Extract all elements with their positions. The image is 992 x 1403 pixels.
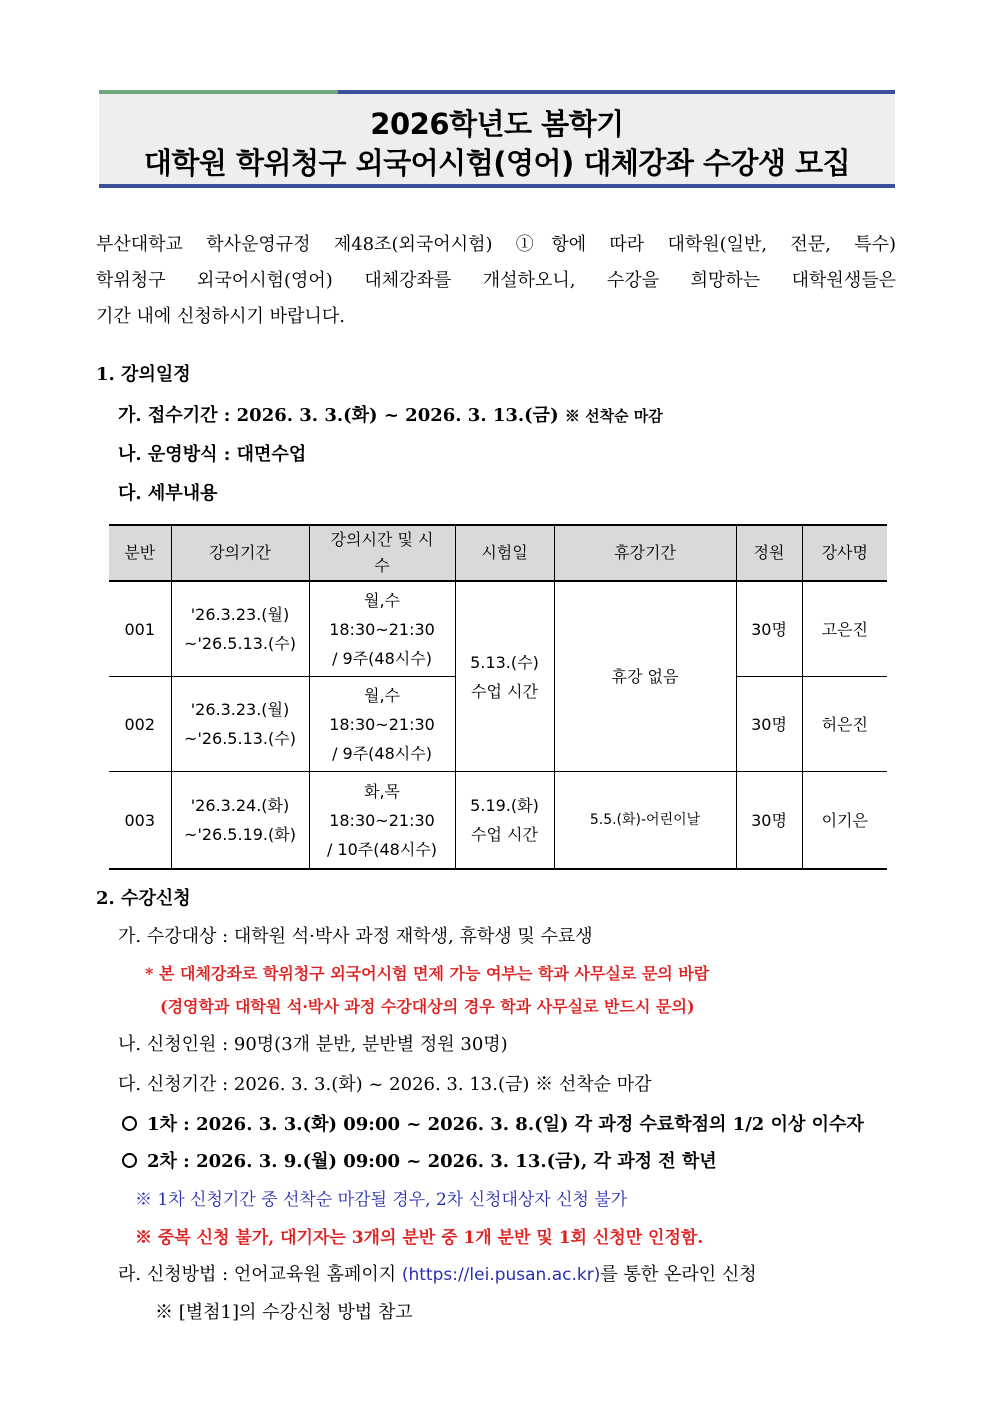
header-capacity: 정원 — [736, 525, 802, 581]
cell-period: '26.3.23.(월) ~'26.5.13.(수) — [171, 581, 309, 677]
cell-capacity: 30명 — [736, 677, 802, 772]
table-header-row — [109, 525, 887, 581]
section1-detail: 다. 세부내용 — [118, 483, 218, 504]
title-bottom-bar — [99, 184, 895, 188]
cell-time: 월,수 18:30~21:30 / 9주(48시수) — [309, 677, 455, 772]
round-2: 2차 : 2026. 3. 9.(월) 09:00 ~ 2026. 3. 13.(금), 각 과정 전 학년 — [122, 1147, 717, 1173]
cell-section: 001 — [109, 581, 171, 677]
cell-exam: 5.13.(수) 수업 시간 — [455, 581, 554, 772]
red-note-1: * 본 대체강좌로 학위청구 외국어시험 면제 가능 여부는 학과 사무실로 문의 바람 — [145, 964, 710, 983]
header-instructor: 강사명 — [802, 525, 887, 581]
cell-instructor: 이기은 — [802, 772, 887, 870]
homepage-link[interactable]: (https://lei.pusan.ac.kr) — [401, 1265, 601, 1285]
section2-method: 라. 신청방법 : 언어교육원 홈페이지 (https://lei.pusan.ac.kr)를 통한 온라인 신청 — [118, 1264, 757, 1285]
section1-period — [118, 401, 663, 427]
cell-capacity: 30명 — [736, 581, 802, 677]
cell-time: 월,수 18:30~21:30 / 9주(48시수) — [309, 581, 455, 677]
cell-capacity: 30명 — [736, 772, 802, 870]
section2-capacity: 나. 신청인원 : 90명(3개 분반, 분반별 정원 30명) — [118, 1034, 508, 1055]
title-line-1: 2026학년도 봄학기 — [370, 107, 624, 141]
cell-period: '26.3.23.(월) ~'26.5.13.(수) — [171, 677, 309, 772]
table-row — [109, 772, 887, 870]
header-break: 휴강기간 — [554, 525, 736, 581]
section2-period: 다. 신청기간 : 2026. 3. 3.(화) ~ 2026. 3. 13.(금) ※ 선착순 마감 — [118, 1074, 652, 1095]
title-line-2: 대학원 학위청구 외국어시험(영어) 대체강좌 수강생 모집 — [143, 146, 851, 180]
section2-heading: 2. 수강신청 — [96, 888, 191, 909]
intro-line-3: 기간 내에 신청하시기 바랍니다. — [96, 306, 345, 327]
cell-break: 5.5.(화)-어린이날 — [554, 772, 736, 870]
red-note-2: (경영학과 대학원 석·박사 과정 수강대상의 경우 학과 사무실로 반드시 문의) — [160, 997, 695, 1016]
intro-line-2: 학위청구 외국어시험(영어) 대체강좌를 개설하오니, 수강을 희망하는 대학원생들은 — [96, 270, 896, 291]
title-box — [99, 90, 895, 188]
section2-ref: ※ [별첨1]의 수강신청 방법 참고 — [155, 1302, 413, 1323]
red-note-3: ※ 중복 신청 불가, 대기자는 3개의 분반 중 1개 분반 및 1회 신청만 인정함. — [135, 1228, 704, 1248]
section1-period-label: 가. 접수기간 : 2026. 3. 3.(화) ~ 2026. 3. 13.(금) — [118, 405, 559, 426]
section1-period-note: ※ 선착순 마감 — [564, 407, 663, 425]
circle-bullet-icon — [122, 1153, 137, 1168]
section1-method: 나. 운영방식 : 대면수업 — [118, 444, 307, 465]
cell-break: 휴강 없음 — [554, 581, 736, 772]
cell-section: 002 — [109, 677, 171, 772]
cell-exam: 5.19.(화) 수업 시간 — [455, 772, 554, 870]
cell-section: 003 — [109, 772, 171, 870]
header-exam: 시험일 — [455, 525, 554, 581]
table-row — [109, 581, 887, 677]
circle-bullet-icon — [122, 1116, 137, 1131]
header-period: 강의기간 — [171, 525, 309, 581]
cell-period: '26.3.24.(화) ~'26.5.19.(화) — [171, 772, 309, 870]
blue-note: ※ 1차 신청기간 중 선착순 마감될 경우, 2차 신청대상자 신청 불가 — [135, 1190, 628, 1210]
title-top-bar — [99, 90, 895, 94]
header-section: 분반 — [109, 525, 171, 581]
round-1: 1차 : 2026. 3. 3.(화) 09:00 ~ 2026. 3. 8.(일) 각 과정 수료학점의 1/2 이상 이수자 — [122, 1110, 864, 1136]
section2-target: 가. 수강대상 : 대학원 석·박사 과정 재학생, 휴학생 및 수료생 — [118, 926, 593, 947]
cell-time: 화,목 18:30~21:30 / 10주(48시수) — [309, 772, 455, 870]
intro-line-1: 부산대학교 학사운영규정 제48조(외국어시험) ①항에 따라 대학원(일반, 전문, 특수) — [96, 234, 896, 255]
cell-instructor: 고은진 — [802, 581, 887, 677]
header-time: 강의시간 및 시수 — [309, 525, 455, 581]
cell-instructor: 허은진 — [802, 677, 887, 772]
schedule-table — [109, 524, 887, 870]
section1-heading: 1. 강의일정 — [96, 364, 191, 385]
